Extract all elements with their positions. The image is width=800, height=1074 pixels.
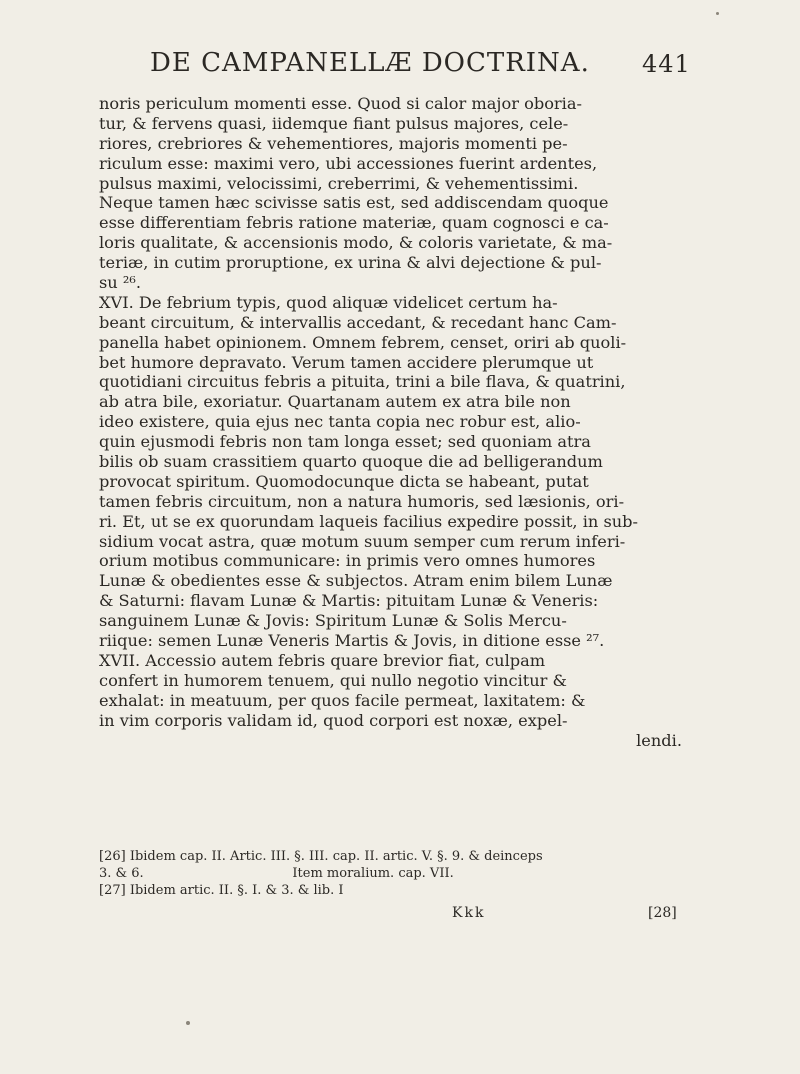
text-line: loris qualitate, & accensionis modo, & coloris varietate, & ma- [99, 233, 613, 253]
text-line: ri. Et, ut se ex quorundam laqueis facilius expedire possit, in sub- [99, 511, 639, 531]
paper-speck [716, 12, 719, 15]
text-line: pulsus maximi, velocissimi, creberrimi, & vehementissimi. [99, 173, 579, 193]
footnote-line: 3. & 6. Item moralium. cap. VII. [99, 866, 454, 881]
text-line: in vim corporis validam id, quod corpori est noxæ, expel- [99, 710, 568, 730]
text-line: panella habet opinionem. Omnem febrem, censet, oriri ab quoli- [99, 332, 627, 352]
text-line: riique: semen Lunæ Veneris Martis & Jovis, in ditione esse ²⁷. [99, 631, 605, 651]
text-line: Lunæ & obedientes esse & subjectos. Atram enim bilem Lunæ [99, 571, 613, 591]
paper-speck [186, 1021, 190, 1025]
text-line: lendi. [636, 730, 682, 750]
text-line: sidium vocat astra, quæ motum suum semper cum rerum inferi- [99, 531, 626, 551]
footnote-line: [27] Ibidem artic. II. §. I. & 3. & lib. I [99, 883, 344, 898]
text-line: tur, & fervens quasi, iidemque fiant pulsus majores, cele- [99, 113, 569, 133]
text-line: bet humore depravato. Verum tamen accidere plerumque ut [99, 352, 594, 372]
text-line: orium motibus communicare: in primis vero omnes humores [99, 551, 596, 571]
text-line: riculum esse: maximi vero, ubi accessiones fuerint ardentes, [99, 153, 598, 173]
text-line: & Saturni: flavam Lunæ & Martis: pituitam Lunæ & Veneris: [99, 591, 599, 611]
text-line: ab atra bile, exoriatur. Quartanam autem ex atra bile non [99, 392, 571, 412]
text-line: bilis ob suam crassitiem quarto quoque die ad belligerandum [99, 452, 603, 472]
text-line: esse differentiam febris ratione materiæ, quam cognosci e ca- [99, 213, 609, 233]
text-line: ideo existere, quia ejus nec tanta copia nec robur est, alio- [99, 412, 581, 432]
text-line: Neque tamen hæc scivisse satis est, sed addiscendam quoque [99, 193, 609, 213]
footnote-line: [26] Ibidem cap. II. Artic. III. §. III. cap. II. artic. V. §. 9. & deinceps [99, 849, 543, 864]
text-line: exhalat: in meatuum, per quos facile permeat, laxitatem: & [99, 690, 586, 710]
running-head-title: DE CAMPANELLÆ DOCTRINA. [150, 48, 590, 78]
footnotes [99, 848, 682, 899]
text-line: confert in humorem tenuem, qui nullo negotio vincitur & [99, 670, 567, 690]
page-number: 441 [642, 50, 691, 78]
text-line: tamen febris circuitum, non a natura humoris, sed læsionis, ori- [99, 491, 625, 511]
body-text [99, 94, 682, 750]
text-line: quotidiani circuitus febris a pituita, trini a bile flava, & quatrini, [99, 372, 626, 392]
signature-mark: Kkk [452, 905, 486, 921]
text-line: provocat spiritum. Quomodocunque dicta se habeant, putat [99, 471, 589, 491]
text-line: beant circuitum, & intervallis accedant, & recedant hanc Cam- [99, 312, 617, 332]
text-line: noris periculum momenti esse. Quod si calor major oboria- [99, 94, 582, 113]
text-line: teriæ, in cutim proruptione, ex urina & alvi dejectione & pul- [99, 253, 602, 273]
text-line: quin ejusmodi febris non tam longa esset; sed quoniam atra [99, 432, 591, 452]
section-heading-line: XVII. Accessio autem febris quare brevior fiat, culpam [99, 650, 546, 670]
text-line: su ²⁶. [99, 273, 142, 293]
catchword: [28] [648, 905, 677, 921]
text-line: riores, crebriores & vehementiores, majoris momenti pe- [99, 133, 568, 153]
section-heading-line: XVI. De febrium typis, quod aliquæ videlicet certum ha- [99, 292, 558, 312]
text-line: sanguinem Lunæ & Jovis: Spiritum Lunæ & Solis Mercu- [99, 611, 567, 631]
